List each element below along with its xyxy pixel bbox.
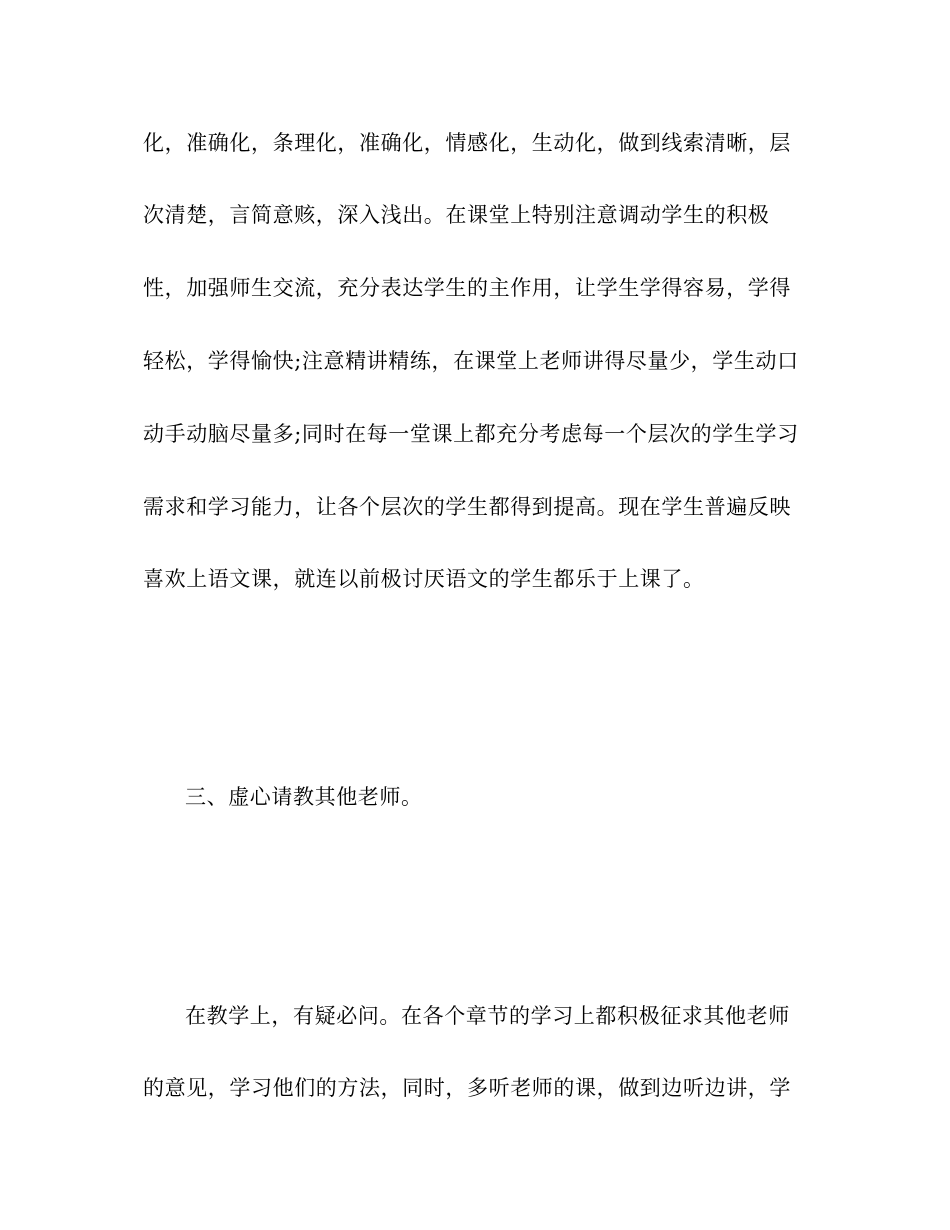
paragraph-line: 化，准确化，条理化，准确化，情感化，生动化，做到线索清晰，层 xyxy=(143,131,791,155)
paragraph-line: 的意见，学习他们的方法，同时，多听老师的课，做到边听边讲，学 xyxy=(143,1076,791,1100)
paragraph-line: 在教学上，有疑必问。在各个章节的学习上都积极征求其他老师 xyxy=(185,1004,790,1028)
section-heading: 三、虚心请教其他老师。 xyxy=(185,785,423,809)
paragraph-line: 需求和学习能力，让各个层次的学生都得到提高。现在学生普遍反映 xyxy=(143,495,791,519)
paragraph-line: 喜欢上语文课，就连以前极讨厌语文的学生都乐于上课了。 xyxy=(143,567,705,591)
paragraph-line: 轻松，学得愉快;注意精讲精练，在课堂上老师讲得尽量少，学生动口 xyxy=(143,349,799,373)
paragraph-line: 次清楚，言简意赅，深入浅出。在课堂上特别注意调动学生的积极 xyxy=(143,203,770,227)
paragraph-line: 性，加强师生交流，充分表达学生的主作用，让学生学得容易，学得 xyxy=(143,276,791,300)
paragraph-line: 动手动脑尽量多;同时在每一堂课上都充分考虑每一个层次的学生学习 xyxy=(143,422,799,446)
